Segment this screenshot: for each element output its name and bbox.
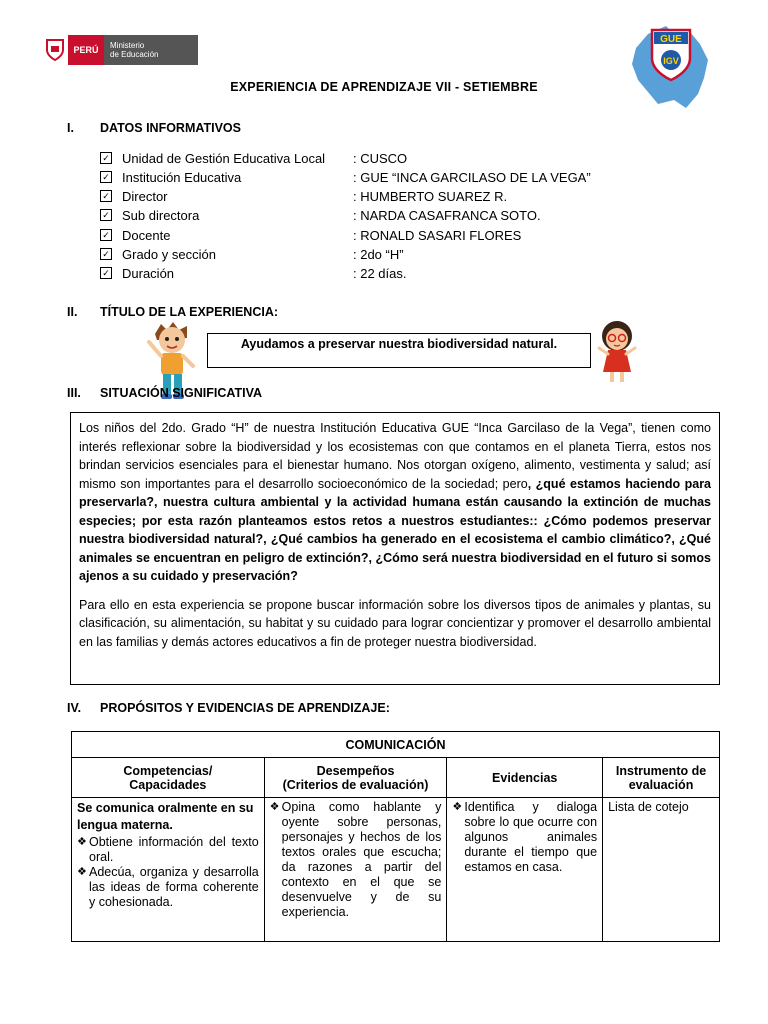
header-evidence: Evidencias <box>447 758 603 798</box>
school-logo-sub: IGV <box>663 56 679 66</box>
checkbox-icon: ✓ <box>100 190 112 202</box>
performance-cell <box>264 798 447 942</box>
school-logo <box>628 22 713 112</box>
checkbox-icon: ✓ <box>100 152 112 164</box>
evidence-table <box>71 731 720 942</box>
checkbox-icon: ✓ <box>100 209 112 221</box>
info-row: ✓ Sub directora : NARDA CASAFRANCA SOTO. <box>100 208 660 227</box>
checkbox-icon: ✓ <box>100 267 112 279</box>
bullet-icon: ❖ <box>77 866 87 878</box>
competency-title: Se comunica oralmente en su lengua materna. <box>77 801 254 832</box>
bullet-icon: ❖ <box>77 836 87 848</box>
capacity-item: ❖ Adecúa, organiza y desarrolla las ideas de forma coherente y cohesionada. <box>77 865 259 909</box>
bullet-icon: ❖ <box>452 801 463 813</box>
info-row: ✓ Director : HUMBERTO SUAREZ R. <box>100 189 660 208</box>
info-row: ✓ Unidad de Gestión Educativa Local : CUSCO <box>100 151 660 170</box>
info-row: ✓ Duración : 22 días. <box>100 266 660 285</box>
situation-paragraph-1: Los niños del 2do. Grado “H” de nuestra Institución Educativa GUE “Inca Garcilaso de la Vega”, tienen como interés reflexionar sobre la biodiversidad y los ecosistemas con que contamos en el planeta Tierra, estos nos brindan servicios esenciales para el bienestar humano. Nos otorgan oxígeno, alimento, vestimenta y salud; así mismo son importantes para el desarrollo socioeconómico de la sociedad; pero, ¿qué estamos haciendo para preservarla?, nuestra cultura ambiental y la actividad humana están causando la extinción de muchas especies; por esta razón planteamos estos retos a nuestros estudiantes:: ¿Cómo podemos preservar nuestra biodiversidad natural?, ¿Qué cambios ha generado en el ecosistema el cambio climático?, ¿Qué animales se encuentran en peligro de extinción?, ¿Cómo será nuestra biodiversidad en el futuro si somos ajenos a su cuidado y preservación? <box>79 421 712 583</box>
info-row: ✓ Grado y sección : 2do “H” <box>100 247 660 266</box>
competency-cell <box>72 798 265 942</box>
checkbox-icon: ✓ <box>100 248 112 260</box>
checkbox-icon: ✓ <box>100 229 112 241</box>
minedu-logo <box>42 35 198 65</box>
evidence-item: ❖ Identifica y dialoga sobre lo que ocurre con algunos animales durante el tiempo que estamos en casa. <box>452 800 598 874</box>
girl-illustration <box>595 320 640 385</box>
coat-of-arms-icon <box>42 35 68 65</box>
evidence-cell <box>447 798 603 942</box>
info-row: ✓ Docente : RONALD SASARI FLORES <box>100 228 660 247</box>
header-competencies: Competencias/ Capacidades <box>72 758 265 798</box>
capacity-item: ❖ Obtiene información del texto oral. <box>77 835 259 864</box>
header-performance: Desempeños (Criterios de evaluación) <box>264 758 447 798</box>
instrument-cell: Lista de cotejo <box>603 798 720 942</box>
peru-label: PERÚ <box>68 35 104 65</box>
performance-item: ❖ Opina como hablante y oyente sobre personas, personajes y hechos de los textos orales que escucha; da razones a partir del contexto en el que se desenvuelve y de su experiencia. <box>269 800 442 919</box>
checkbox-icon: ✓ <box>100 171 112 183</box>
ministry-label: Ministerio de Educación <box>104 35 198 65</box>
table-row <box>72 798 720 942</box>
situation-box <box>70 412 720 685</box>
experience-title: Ayudamos a preservar nuestra biodiversidad natural. <box>240 337 558 351</box>
table-header-row <box>72 758 720 798</box>
document-title: EXPERIENCIA DE APRENDIZAJE VII - SETIEMBRE <box>230 80 538 94</box>
situation-paragraph-2: Para ello en esta experiencia se propone buscar información sobre los diversos tipos de animales y plantas, su clasificación, su alimentación, su habitat y su cuidado para lograr concientizar y promover el desarrollo ambiental en las familias y demás actores educativos a fin de proteger nuestra biodiversidad. <box>79 597 711 649</box>
table-area-row <box>72 732 720 758</box>
area-header: COMUNICACIÓN <box>72 732 720 758</box>
info-row: ✓ Institución Educativa : GUE “INCA GARCILASO DE LA VEGA” <box>100 170 660 189</box>
bullet-icon: ❖ <box>269 801 280 813</box>
school-logo-text: GUE <box>660 34 682 45</box>
header-instrument: Instrumento de evaluación <box>603 758 720 798</box>
